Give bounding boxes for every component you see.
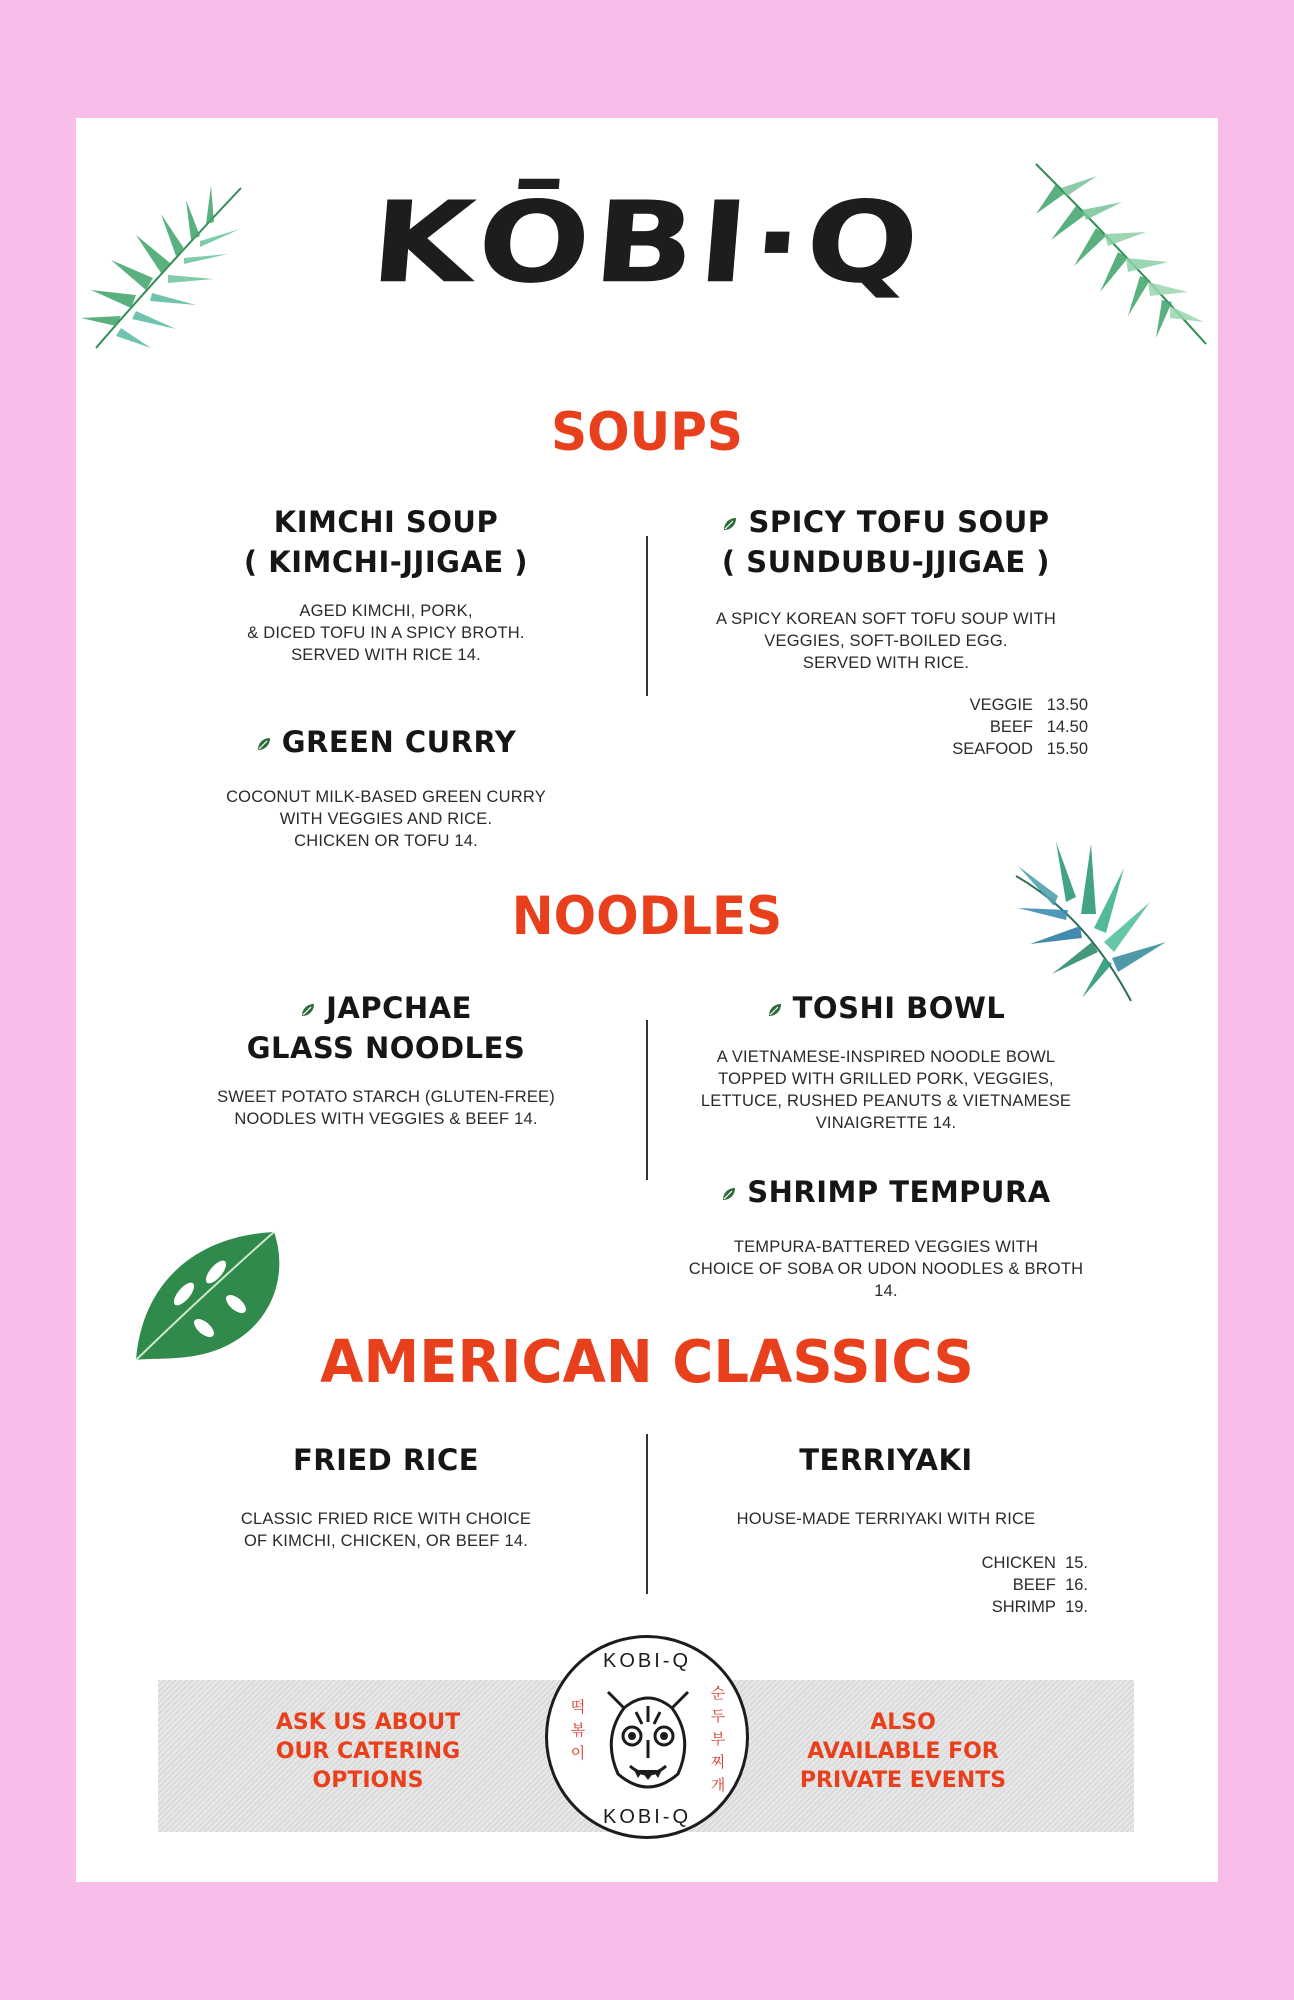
column-divider	[646, 1020, 648, 1180]
menu-item-green-curry	[176, 722, 596, 852]
price-list-spicy-tofu	[876, 694, 1088, 760]
menu-item-toshi-bowl	[676, 988, 1096, 1134]
item-desc: SERVED WITH RICE 14.	[291, 646, 481, 664]
menu-item-kimchi-soup	[176, 502, 596, 666]
item-desc: CHICKEN OR TOFU 14.	[294, 832, 478, 850]
kobi-q-badge	[545, 1635, 749, 1839]
item-desc: SWEET POTATO STARCH (GLUTEN-FREE)	[217, 1088, 555, 1106]
private-events-note: ALSO AVAILABLE FOR PRIVATE EVENTS	[799, 1710, 1007, 1793]
badge-bottom-text: KOBI-Q	[602, 1806, 691, 1828]
menu-item-spicy-tofu-soup	[676, 502, 1096, 674]
item-desc: NOODLES WITH VEGGIES & BEEF 14.	[234, 1110, 538, 1128]
price-row: VEGGIE 13.50	[969, 696, 1088, 714]
column-divider	[646, 1434, 648, 1594]
item-desc: A SPICY KOREAN SOFT TOFU SOUP WITH	[716, 610, 1056, 628]
menu-item-shrimp-tempura	[676, 1172, 1096, 1302]
item-name: ( KIMCHI-JJIGAE )	[243, 545, 529, 579]
item-desc: 14.	[874, 1282, 898, 1300]
item-desc: TOPPED WITH GRILLED PORK, VEGGIES,	[718, 1070, 1054, 1088]
item-name: SPICY TOFU SOUP	[748, 505, 1050, 539]
item-desc: A VIETNAMESE-INSPIRED NOODLE BOWL	[716, 1048, 1056, 1066]
item-desc: CLASSIC FRIED RICE WITH CHOICE	[240, 1510, 532, 1528]
menu-item-terriyaki	[676, 1440, 1096, 1530]
item-name: TOSHI BOWL	[792, 991, 1006, 1025]
item-desc: VINAIGRETTE 14.	[815, 1114, 957, 1132]
item-desc: WITH VEGGIES AND RICE.	[279, 810, 493, 828]
item-desc: TEMPURA-BATTERED VEGGIES WITH	[733, 1238, 1039, 1256]
item-name: SHRIMP TEMPURA	[747, 1175, 1051, 1209]
vegetarian-leaf-icon	[256, 736, 272, 752]
item-name: GLASS NOODLES	[246, 1031, 526, 1065]
item-desc: LETTUCE, RUSHED PEANUTS & VIETNAMESE	[700, 1092, 1072, 1110]
price-row: BEEF 14.50	[989, 718, 1088, 736]
item-desc: AGED KIMCHI, PORK,	[299, 602, 473, 620]
palm-leaf-icon	[76, 168, 256, 358]
price-list-terriyaki	[876, 1552, 1088, 1618]
section-title-american-classics: AMERICAN CLASSICS	[320, 1328, 974, 1397]
menu-item-fried-rice	[176, 1440, 596, 1552]
price-row: CHICKEN 15.	[981, 1554, 1088, 1572]
catering-note: ASK US ABOUT OUR CATERING OPTIONS	[275, 1710, 461, 1793]
vegetarian-leaf-icon	[721, 1186, 737, 1202]
section-title-soups: SOUPS	[551, 401, 743, 463]
item-name: GREEN CURRY	[281, 725, 517, 759]
item-name: TERRIYAKI	[799, 1443, 973, 1477]
item-name: KIMCHI SOUP	[273, 505, 499, 539]
price-row: SEAFOOD 15.50	[952, 740, 1088, 758]
item-desc: HOUSE-MADE TERRIYAKI WITH RICE	[736, 1510, 1036, 1528]
vegetarian-leaf-icon	[300, 1002, 316, 1018]
palm-leaf-icon	[1026, 154, 1216, 354]
column-divider	[646, 536, 648, 696]
kobi-q-logo: KŌBI·Q	[366, 177, 928, 309]
tiger-icon	[594, 1678, 702, 1802]
badge-right-hangul: 순 두 부 찌 개	[710, 1684, 726, 1794]
item-name: ( SUNDUBU-JJIGAE )	[721, 545, 1051, 579]
badge-left-hangul: 떡 볶 이	[570, 1698, 586, 1762]
item-desc: COCONUT MILK-BASED GREEN CURRY	[226, 788, 546, 806]
menu-item-japchae	[176, 988, 596, 1130]
vegetarian-leaf-icon	[767, 1002, 783, 1018]
vegetarian-leaf-icon	[722, 516, 738, 532]
item-desc: OF KIMCHI, CHICKEN, OR BEEF 14.	[244, 1532, 528, 1550]
item-name: JAPCHAE	[326, 991, 472, 1025]
badge-top-text: KOBI-Q	[602, 1650, 691, 1672]
price-row: BEEF 16.	[1012, 1576, 1088, 1594]
item-desc: SERVED WITH RICE.	[802, 654, 970, 672]
section-title-noodles: NOODLES	[511, 885, 783, 947]
item-desc: VEGGIES, SOFT-BOILED EGG.	[764, 632, 1008, 650]
item-name: FRIED RICE	[292, 1443, 480, 1477]
item-desc: CHOICE OF SOBA OR UDON NOODLES & BROTH	[688, 1260, 1084, 1278]
price-row: SHRIMP 19.	[991, 1598, 1088, 1616]
menu-sheet	[76, 118, 1218, 1882]
item-desc: & DICED TOFU IN A SPICY BROTH.	[247, 624, 525, 642]
